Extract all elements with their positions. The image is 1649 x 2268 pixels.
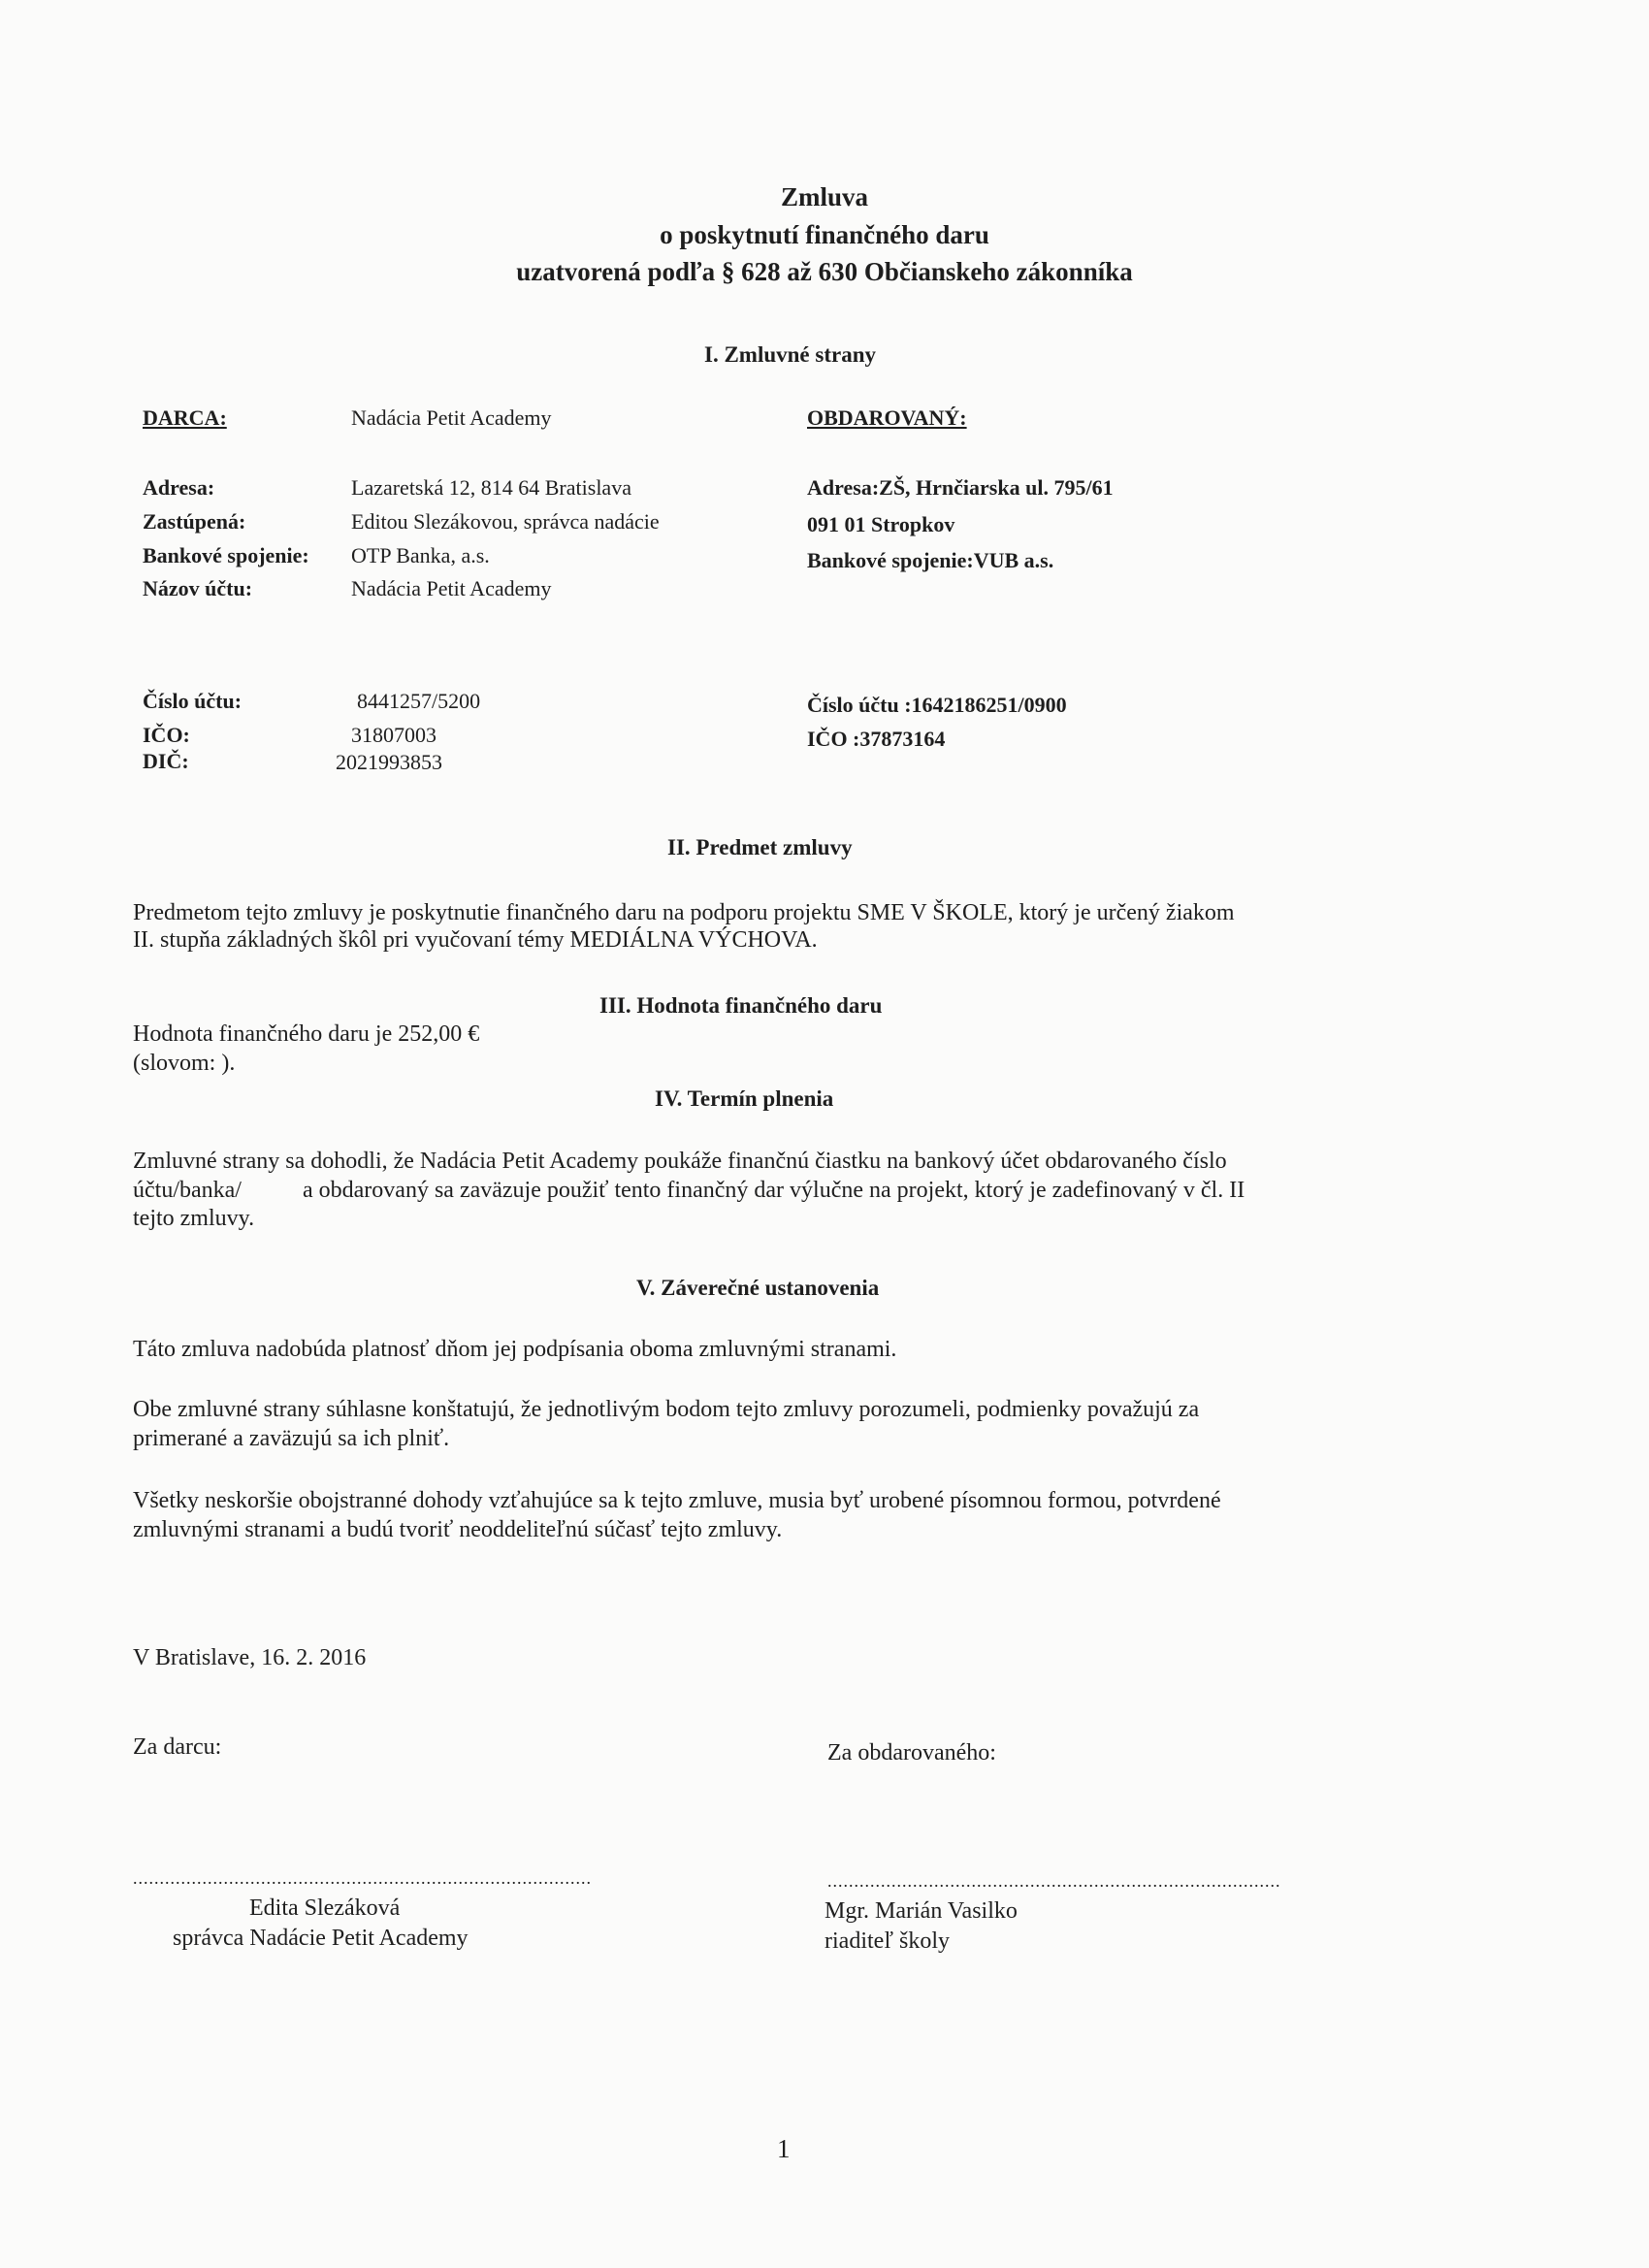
section-2-text-line2: II. stupňa základných škôl pri vyučovaní témy MEDIÁLNA VÝCHOVA. (133, 927, 818, 953)
for-donor-label: Za darcu: (133, 1734, 222, 1760)
section-5-paragraph-3-line2: zmluvnými stranami a budú tvoriť neoddeliteľnú súčasť tejto zmluvy. (133, 1517, 783, 1542)
section-4-text-line1: Zmluvné strany sa dohodli, že Nadácia Petit Academy poukáže finančnú čiastku na bankový účet obdarovaného číslo (133, 1149, 1227, 1174)
donor-signer-role: správca Nadácie Petit Academy (173, 1926, 469, 1951)
donor-signer-name: Edita Slezáková (249, 1895, 401, 1921)
donor-represented: Editou Slezákovou, správca nadácie (351, 509, 660, 534)
section-5-paragraph-2-line2: primerané a zaväzujú sa ich plniť. (133, 1426, 450, 1451)
donor-ico-label: IČO: (143, 723, 190, 747)
donor-account-no-label: Číslo účtu: (143, 689, 242, 713)
section-5-paragraph-3-line1: Všetky neskoršie obojstranné dohody vzťahujúce sa k tejto zmluve, musia byť urobené písomnou formou, potvrdené (133, 1488, 1221, 1513)
recipient-bank-line: Bankové spojenie:VUB a.s. (807, 548, 1054, 572)
contract-subtitle: o poskytnutí finančného daru (660, 220, 989, 249)
gift-value: Hodnota finančného daru je 252,00 € (133, 1021, 480, 1047)
donor-name: Nadácia Petit Academy (351, 405, 552, 430)
gift-value-words: (slovom: ). (133, 1051, 236, 1076)
section-5-paragraph-2-line1: Obe zmluvné strany súhlasne konštatujú, že jednotlivým bodom tejto zmluvy porozumeli, podmienky považujú za (133, 1397, 1200, 1422)
recipient-account-line: Číslo účtu :1642186251/0900 (807, 693, 1067, 717)
place-and-date: V Bratislave, 16. 2. 2016 (133, 1645, 367, 1670)
donor-ico: 31807003 (351, 723, 436, 747)
recipient-ico-line: IČO :37873164 (807, 727, 946, 751)
contract-legal-basis: uzatvorená podľa § 628 až 630 Občianskeho zákonníka (516, 257, 1133, 286)
recipient-label: OBDAROVANÝ: (807, 405, 967, 430)
for-recipient-label: Za obdarovaného: (827, 1740, 996, 1766)
recipient-signer-role: riaditeľ školy (824, 1928, 951, 1954)
donor-account-name: Nadácia Petit Academy (351, 576, 552, 600)
section-4-text-line2a: účtu/banka/ (133, 1178, 242, 1203)
donor-bank-label: Bankové spojenie: (143, 543, 309, 567)
section-3-heading: III. Hodnota finančného daru (599, 993, 883, 1018)
donor-address-label: Adresa: (143, 475, 215, 500)
contract-title: Zmluva (780, 182, 869, 211)
section-2-heading: II. Predmet zmluvy (667, 835, 853, 859)
section-4-text-line2b: a obdarovaný sa zaväzuje použiť tento finančný dar výlučne na projekt, ktorý je zadefinovaný v čl. II (303, 1178, 1245, 1203)
donor-account-name-label: Názov účtu: (143, 576, 253, 600)
page-number: 1 (777, 2134, 791, 2163)
section-5-heading: V. Záverečné ustanovenia (636, 1276, 880, 1300)
recipient-signer-name: Mgr. Marián Vasilko (824, 1898, 1018, 1924)
section-2-text-line1: Predmetom tejto zmluvy je poskytnutie finančného daru na podporu projektu SME V ŠKOLE, ktorý je určený žiakom (133, 900, 1235, 925)
section-5-paragraph-1: Táto zmluva nadobúda platnosť dňom jej podpísania oboma zmluvnými stranami. (133, 1337, 897, 1362)
donor-signature-line: ...................................................................................... (133, 1868, 592, 1888)
donor-represented-label: Zastúpená: (143, 509, 246, 534)
donor-label: DARCA: (143, 405, 227, 430)
recipient-signature-line: ..................................................................................... (827, 1871, 1281, 1891)
recipient-address-line2: 091 01 Stropkov (807, 512, 955, 536)
section-1-heading: I. Zmluvné strany (704, 342, 876, 367)
section-4-heading: IV. Termín plnenia (655, 1086, 834, 1111)
recipient-address-line1: Adresa:ZŠ, Hrnčiarska ul. 795/61 (807, 475, 1114, 500)
donor-dic-label: DIČ: (143, 749, 189, 773)
donor-bank: OTP Banka, a.s. (351, 543, 490, 567)
donor-account-no: 8441257/5200 (357, 689, 481, 713)
section-4-text-line3: tejto zmluvy. (133, 1206, 255, 1231)
donor-address: Lazaretská 12, 814 64 Bratislava (351, 475, 631, 500)
donor-dic: 2021993853 (336, 750, 442, 774)
